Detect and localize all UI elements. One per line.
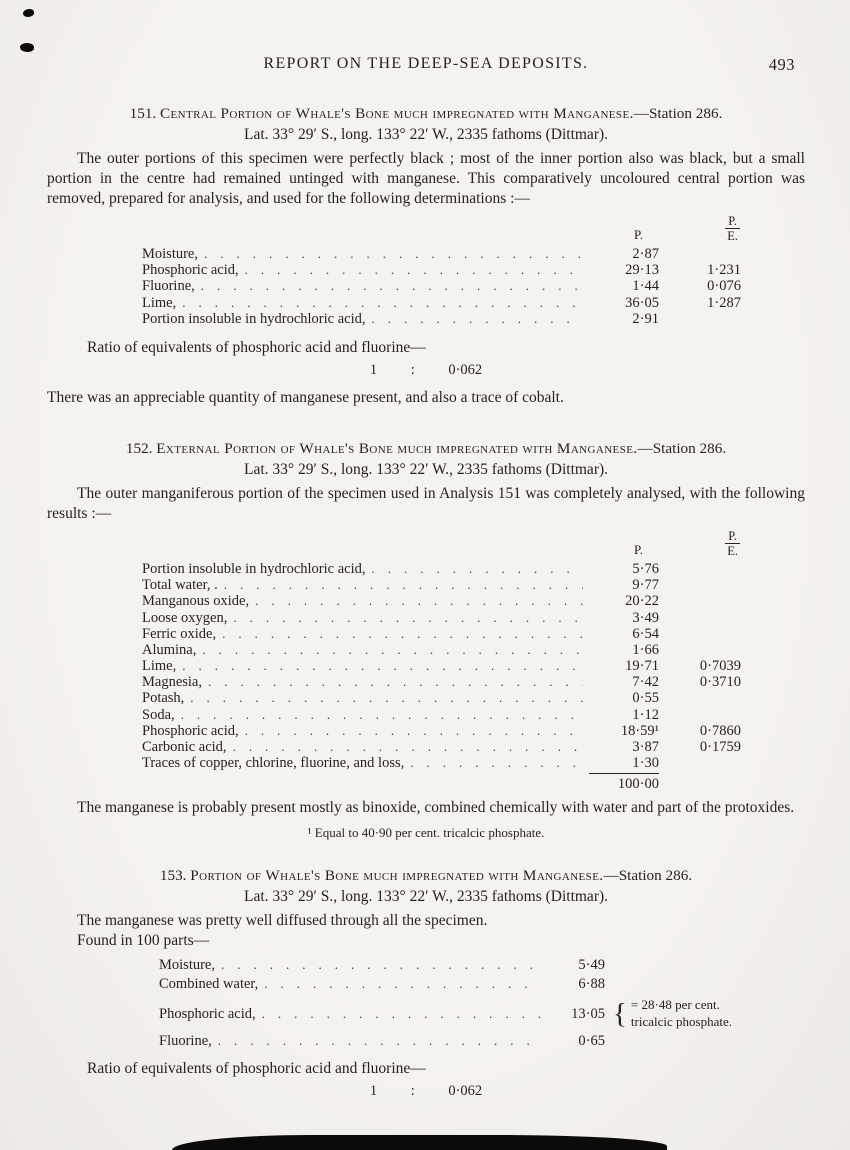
ratio-value: 1 : 0·062 [369,1083,483,1100]
dot-leader [224,577,583,594]
table-total-row [142,772,745,793]
analysis-number: 153. [159,867,187,885]
analysis-table-153 [159,957,745,1052]
table-row [142,295,745,311]
value-pe: 0·7860 [699,722,741,739]
table-row [142,658,745,674]
analysis-title: Central Portion of Whale's Bone much impregnated with Manganese. [160,105,634,122]
dot-leader [264,976,541,993]
section-153-line2: Found in 100 parts— [77,932,210,950]
ratio-label: Ratio of equivalents of phosphoric acid and fluorine— [87,338,426,356]
table-row [159,1033,745,1052]
section-152-paragraph: The outer manganiferous portion of the specimen used in Analysis 151 was completely analysed, with the following results :— [47,484,805,522]
table-row [142,642,745,658]
analyte-label: Potash, [142,690,185,707]
value-p: 5·76 [632,560,659,577]
table-header-row [142,213,745,243]
table-row [142,755,745,771]
table-row [142,246,745,262]
analyte-label: Lime, [142,658,177,675]
table-row [142,610,745,626]
value-p: 1·12 [632,706,659,723]
dot-leader [190,690,583,707]
dot-leader [182,658,583,675]
value-p: 29·13 [625,262,659,279]
column-header-pe [659,214,745,243]
running-header [47,55,805,73]
value-p: 13·05 [571,1005,605,1022]
section-151-note: There was an appreciable quantity of manganese present, and also a trace of cobalt. [47,388,564,406]
table-row [142,739,745,755]
value-pe: 0·076 [707,278,741,295]
value-p: 20·22 [625,593,659,610]
analyte-label: Magnesia, [142,674,202,691]
value-p: 9·77 [632,577,659,594]
value-p: 3·49 [632,609,659,626]
table-row [142,626,745,642]
dot-leader [372,311,583,328]
table-row [142,262,745,278]
pe-fraction: $\frac{P.}{E.}$ [727,528,738,558]
analyte-label: Phosphoric acid, [159,1005,256,1022]
dot-leader [222,626,583,643]
analyte-label: Ferric oxide, [142,625,217,642]
column-header-pe [659,529,745,558]
value-pe: 1·231 [707,262,741,279]
value-pe: 0·3710 [699,674,741,691]
column-header-p: P. [633,227,643,242]
table-row [142,674,745,690]
analyte-label: Moisture, [159,957,215,974]
dot-leader [202,642,583,659]
value-pe: 0·1759 [699,739,741,755]
analyte-label: Fluorine, [159,1033,212,1050]
section-153-location: Lat. 33° 29′ S., long. 133° 22′ W., 2335 fathoms (Dittmar). [243,888,609,906]
value-p: 18·59¹ [620,722,659,739]
analyte-label: Combined water, [159,976,259,993]
table-row [159,995,745,1033]
section-151-paragraph: The outer portions of this specimen were perfectly black ; most of the inner portion also was black, but a small portion in the centre had remained untinged with manganese. This comparatively uncoloured central portion was removed, prepared for analysis, and used for the following determinations :— [47,150,805,207]
analyte-label: Fluorine, [142,278,195,295]
brace-glyph: { [613,997,627,1030]
analyte-label: Traces of copper, chlorine, fluorine, and loss, [142,755,405,772]
scan-artifact [172,1135,667,1150]
dot-leader [255,593,583,610]
pe-fraction: $\frac{P.}{E.}$ [727,214,738,243]
analyte-label: Portion insoluble in hydrochloric acid, [142,310,366,327]
dot-leader [245,262,583,279]
equivalence-note: = 28·48 per cent. tricalcic phosphate. [630,997,732,1030]
analyte-label: Lime, [142,294,177,311]
dot-leader [208,674,583,691]
value-p: 2·91 [632,310,659,327]
dot-leader [233,739,583,756]
table-row [142,577,745,593]
value-pe: 1·287 [707,294,741,311]
page-number: 493 [768,55,795,74]
value-p: 1·44 [632,278,659,295]
value-p: 2·87 [632,246,659,262]
analyte-label: Soda, [142,706,175,723]
analysis-table-152 [142,528,745,793]
analyte-label: Manganous oxide, [142,593,250,610]
footnote: ¹ Equal to 40·90 per cent. tricalcic phosphate. [307,825,545,841]
table-header-row [142,528,745,558]
table-row [142,690,745,706]
value-p: 1·66 [632,641,659,658]
analysis-title: External Portion of Whale's Bone much impregnated with Manganese. [156,439,638,457]
value-p: 0·65 [578,1033,605,1050]
value-p: 1·30 [632,755,659,772]
section-152-location: Lat. 33° 29′ S., long. 133° 22′ W., 2335 fathoms (Dittmar). [243,460,609,478]
value-p: 0·55 [632,690,659,707]
analysis-table-151 [142,213,745,327]
analysis-number: 151. [129,105,157,122]
analysis-number: 152. [125,439,153,457]
value-p: 19·71 [625,658,659,675]
analyte-label: Total water, . [142,577,218,594]
dot-leader [204,246,583,263]
value-p: 6·54 [632,625,659,642]
value-p: 3·87 [632,739,659,755]
table-row [142,723,745,739]
station-label: —Station 286. [633,105,723,122]
table-row [142,311,745,327]
ratio-label: Ratio of equivalents of phosphoric acid and fluorine— [87,1060,426,1078]
dot-leader [201,278,583,295]
analysis-title: Portion of Whale's Bone much impregnated with Manganese. [190,867,604,885]
section-151-location: Lat. 33° 29′ S., long. 133° 22′ W., 2335 fathoms (Dittmar). [243,126,609,143]
dot-leader [245,723,583,740]
dot-leader [182,295,583,312]
page-title: REPORT ON THE DEEP-SEA DEPOSITS. [263,55,589,72]
dot-leader [262,1006,541,1023]
station-label: —Station 286. [637,439,727,457]
dot-leader [221,957,541,974]
total-value: 100·00 [589,773,659,793]
dot-leader [410,755,583,772]
table-row [142,593,745,609]
table-row [159,957,745,976]
table-row [142,278,745,294]
table-row [159,976,745,995]
dot-leader [218,1033,541,1050]
value-p: 6·88 [578,976,605,993]
ratio-value: 1 : 0·062 [369,361,483,378]
table-row [142,707,745,723]
dot-leader [181,707,583,724]
analyte-label: Phosphoric acid, [142,722,239,739]
analyte-label: Loose oxygen, [142,609,228,626]
value-p: 5·49 [578,957,605,974]
dot-leader [372,561,583,578]
section-153-heading [47,867,805,885]
analyte-label: Phosphoric acid, [142,262,239,279]
table-row [142,561,745,577]
section-153-line1: The manganese was pretty well diffused through all the specimen. [77,912,488,930]
value-p: 7·42 [632,674,659,691]
analyte-label: Carbonic acid, [142,739,227,755]
column-header-p: P. [633,541,643,557]
analyte-label: Portion insoluble in hydrochloric acid, [142,560,366,577]
section-152-closing: The manganese is probably present mostly as binoxide, combined chemically with water and part of the protoxides. [77,799,795,817]
analyte-label: Moisture, [142,246,198,262]
station-label: —Station 286. [603,867,693,885]
dot-leader [233,610,583,627]
section-151-heading [47,105,805,123]
value-p: 36·05 [625,294,659,311]
value-pe: 0·7039 [699,658,741,675]
analyte-label: Alumina, [142,641,197,658]
section-152-heading [47,440,805,458]
